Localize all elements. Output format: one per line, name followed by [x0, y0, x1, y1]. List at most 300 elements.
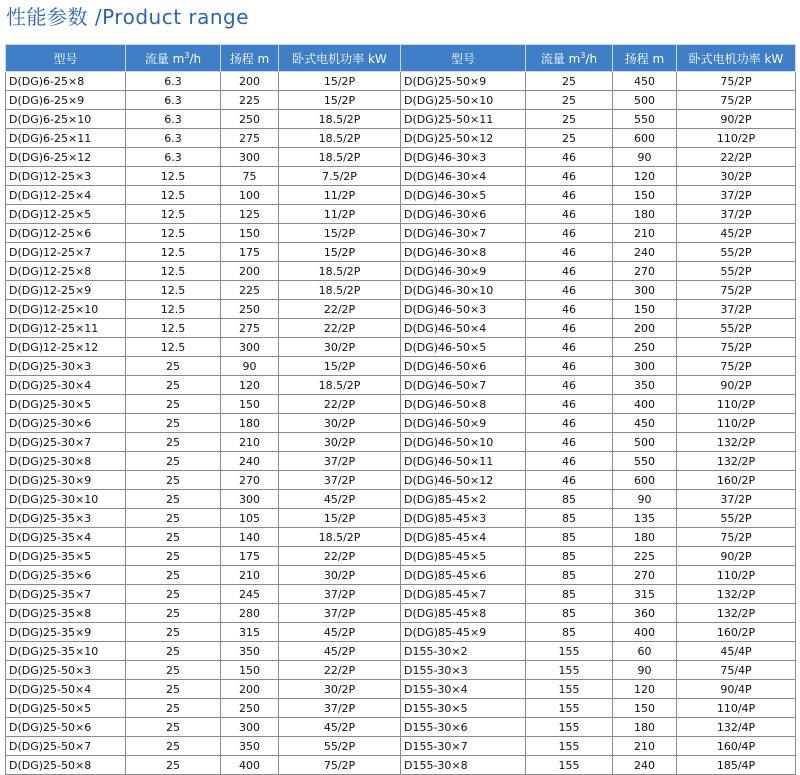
cell-power-right: 55/2P: [677, 243, 796, 262]
cell-power-right: 110/2P: [677, 566, 796, 585]
cell-power-left: 22/2P: [279, 395, 401, 414]
cell-model-left: D(DG)12-25×3: [6, 167, 126, 186]
cell-power-right: 90/2P: [677, 547, 796, 566]
table-row: [6, 148, 796, 167]
table-row: [6, 91, 796, 110]
cell-flow-left: 25: [126, 585, 221, 604]
cell-flow-right: 25: [526, 110, 613, 129]
cell-head-left: 350: [221, 642, 279, 661]
cell-head-right: 500: [613, 433, 677, 452]
cell-model-right: D155-30×5: [401, 699, 526, 718]
cell-head-left: 270: [221, 471, 279, 490]
table-row: [6, 756, 796, 775]
table-row: [6, 509, 796, 528]
cell-power-left: 11/2P: [279, 205, 401, 224]
cell-flow-right: 155: [526, 756, 613, 775]
product-range-table: [5, 44, 796, 775]
cell-head-left: 125: [221, 205, 279, 224]
cell-model-left: D(DG)25-50×6: [6, 718, 126, 737]
cell-model-right: D(DG)46-50×5: [401, 338, 526, 357]
cell-power-right: 132/2P: [677, 604, 796, 623]
cell-model-left: D(DG)6-25×10: [6, 110, 126, 129]
cell-head-left: 250: [221, 699, 279, 718]
cell-model-left: D(DG)25-35×6: [6, 566, 126, 585]
cell-head-right: 180: [613, 528, 677, 547]
cell-model-left: D(DG)12-25×12: [6, 338, 126, 357]
cell-model-right: D(DG)46-50×9: [401, 414, 526, 433]
cell-head-right: 180: [613, 718, 677, 737]
cell-flow-left: 25: [126, 566, 221, 585]
cell-head-left: 225: [221, 281, 279, 300]
cell-head-right: 120: [613, 680, 677, 699]
cell-power-left: 18.5/2P: [279, 376, 401, 395]
cell-head-right: 240: [613, 756, 677, 775]
cell-model-right: D(DG)46-30×8: [401, 243, 526, 262]
cell-head-right: 400: [613, 395, 677, 414]
cell-power-right: 110/2P: [677, 414, 796, 433]
cell-power-left: 45/2P: [279, 623, 401, 642]
cell-power-right: 110/2P: [677, 129, 796, 148]
cell-model-right: D155-30×8: [401, 756, 526, 775]
cell-head-right: 270: [613, 262, 677, 281]
cell-flow-right: 46: [526, 205, 613, 224]
table-row: [6, 186, 796, 205]
cell-flow-left: 25: [126, 604, 221, 623]
cell-flow-left: 25: [126, 490, 221, 509]
cell-flow-right: 155: [526, 661, 613, 680]
cell-flow-left: 12.5: [126, 319, 221, 338]
cell-power-left: 22/2P: [279, 547, 401, 566]
cell-flow-left: 25: [126, 528, 221, 547]
cell-flow-right: 46: [526, 338, 613, 357]
cell-head-left: 275: [221, 319, 279, 338]
cell-flow-right: 46: [526, 471, 613, 490]
cell-model-left: D(DG)25-50×4: [6, 680, 126, 699]
cell-model-right: D(DG)85-45×8: [401, 604, 526, 623]
cell-power-left: 37/2P: [279, 585, 401, 604]
cell-flow-left: 6.3: [126, 110, 221, 129]
cell-head-right: 210: [613, 224, 677, 243]
cell-flow-right: 46: [526, 452, 613, 471]
cell-power-right: 45/4P: [677, 642, 796, 661]
cell-flow-right: 85: [526, 490, 613, 509]
cell-head-right: 180: [613, 205, 677, 224]
cell-model-left: D(DG)25-35×5: [6, 547, 126, 566]
cell-model-right: D(DG)46-50×6: [401, 357, 526, 376]
cell-power-left: 18.5/2P: [279, 129, 401, 148]
cell-flow-left: 12.5: [126, 338, 221, 357]
cell-power-right: 75/4P: [677, 661, 796, 680]
cell-model-right: D(DG)25-50×10: [401, 91, 526, 110]
cell-model-left: D(DG)6-25×11: [6, 129, 126, 148]
table-row: [6, 471, 796, 490]
table-row: [6, 414, 796, 433]
cell-model-right: D(DG)46-50×4: [401, 319, 526, 338]
cell-power-left: 37/2P: [279, 471, 401, 490]
table-row: [6, 452, 796, 471]
table-row: [6, 737, 796, 756]
cell-flow-left: 12.5: [126, 224, 221, 243]
cell-head-left: 175: [221, 547, 279, 566]
cell-model-left: D(DG)25-35×9: [6, 623, 126, 642]
cell-flow-left: 12.5: [126, 262, 221, 281]
cell-head-left: 300: [221, 718, 279, 737]
table-row: [6, 566, 796, 585]
cell-power-left: 30/2P: [279, 566, 401, 585]
cell-head-right: 300: [613, 357, 677, 376]
cell-power-right: 132/2P: [677, 433, 796, 452]
table-row: [6, 642, 796, 661]
table-row: [6, 585, 796, 604]
table-row: [6, 129, 796, 148]
cell-model-left: D(DG)12-25×8: [6, 262, 126, 281]
cell-head-left: 210: [221, 566, 279, 585]
header-head-left: 扬程 m: [221, 45, 279, 72]
cell-flow-left: 6.3: [126, 72, 221, 91]
cell-head-left: 315: [221, 623, 279, 642]
cell-power-right: 55/2P: [677, 509, 796, 528]
cell-flow-right: 85: [526, 566, 613, 585]
cell-head-right: 450: [613, 414, 677, 433]
table-row: [6, 243, 796, 262]
table-row: [6, 547, 796, 566]
cell-power-right: 37/2P: [677, 186, 796, 205]
cell-flow-left: 25: [126, 699, 221, 718]
cell-power-left: 15/2P: [279, 243, 401, 262]
cell-head-left: 350: [221, 737, 279, 756]
cell-model-right: D155-30×4: [401, 680, 526, 699]
header-flow-right: [526, 45, 613, 72]
cell-model-right: D(DG)85-45×2: [401, 490, 526, 509]
cell-flow-left: 12.5: [126, 167, 221, 186]
table-row: [6, 281, 796, 300]
cell-model-right: D(DG)46-30×9: [401, 262, 526, 281]
cell-flow-left: 25: [126, 471, 221, 490]
table-row: [6, 319, 796, 338]
cell-model-right: D(DG)85-45×6: [401, 566, 526, 585]
cell-head-left: 250: [221, 110, 279, 129]
cell-flow-left: 25: [126, 737, 221, 756]
cell-model-right: D(DG)46-30×5: [401, 186, 526, 205]
cell-flow-right: 46: [526, 224, 613, 243]
cell-model-left: D(DG)25-30×7: [6, 433, 126, 452]
cell-head-right: 500: [613, 91, 677, 110]
table-row: [6, 623, 796, 642]
cell-head-right: 90: [613, 661, 677, 680]
cell-head-left: 300: [221, 490, 279, 509]
table-row: [6, 300, 796, 319]
cell-power-right: 110/2P: [677, 395, 796, 414]
cell-power-left: 22/2P: [279, 661, 401, 680]
table-row: [6, 395, 796, 414]
cell-flow-right: 85: [526, 509, 613, 528]
table-row: [6, 262, 796, 281]
cell-power-left: 30/2P: [279, 433, 401, 452]
cell-head-right: 600: [613, 471, 677, 490]
cell-head-left: 275: [221, 129, 279, 148]
cell-head-left: 140: [221, 528, 279, 547]
cell-head-left: 100: [221, 186, 279, 205]
cell-flow-right: 46: [526, 433, 613, 452]
table-row: [6, 357, 796, 376]
cell-power-left: 22/2P: [279, 319, 401, 338]
table-row: [6, 699, 796, 718]
cell-head-left: 75: [221, 167, 279, 186]
cell-model-left: D(DG)25-35×8: [6, 604, 126, 623]
cell-power-left: 18.5/2P: [279, 281, 401, 300]
cell-model-left: D(DG)12-25×5: [6, 205, 126, 224]
table-body: [6, 72, 796, 775]
cell-power-right: 75/2P: [677, 528, 796, 547]
cell-flow-left: 25: [126, 756, 221, 775]
table-row: [6, 680, 796, 699]
cell-flow-left: 25: [126, 547, 221, 566]
cell-head-left: 200: [221, 262, 279, 281]
cell-model-right: D(DG)25-50×9: [401, 72, 526, 91]
cell-power-left: 18.5/2P: [279, 262, 401, 281]
cell-model-left: D(DG)25-35×4: [6, 528, 126, 547]
cell-power-right: 30/2P: [677, 167, 796, 186]
flow-label: 流量 m: [540, 51, 581, 66]
cell-model-right: D(DG)46-30×6: [401, 205, 526, 224]
cell-power-left: 30/2P: [279, 680, 401, 699]
cell-head-right: 450: [613, 72, 677, 91]
cell-flow-left: 6.3: [126, 148, 221, 167]
cell-head-right: 360: [613, 604, 677, 623]
cell-head-right: 270: [613, 566, 677, 585]
cell-power-left: 75/2P: [279, 756, 401, 775]
cell-head-left: 120: [221, 376, 279, 395]
cell-model-left: D(DG)25-35×7: [6, 585, 126, 604]
cell-flow-left: 25: [126, 452, 221, 471]
header-model-right: 型号: [401, 45, 526, 72]
cell-flow-left: 25: [126, 395, 221, 414]
cell-model-left: D(DG)25-30×5: [6, 395, 126, 414]
cell-model-right: D(DG)85-45×9: [401, 623, 526, 642]
cell-power-left: 30/2P: [279, 338, 401, 357]
table-row: [6, 224, 796, 243]
cell-power-left: 18.5/2P: [279, 148, 401, 167]
cell-head-left: 280: [221, 604, 279, 623]
cell-power-right: 90/2P: [677, 110, 796, 129]
cell-power-left: 15/2P: [279, 357, 401, 376]
cell-flow-left: 12.5: [126, 300, 221, 319]
cell-flow-right: 85: [526, 528, 613, 547]
cell-model-right: D(DG)46-50×12: [401, 471, 526, 490]
cell-power-right: 37/2P: [677, 490, 796, 509]
flow-superscript: 3: [184, 50, 190, 60]
cell-head-right: 150: [613, 186, 677, 205]
cell-power-left: 45/2P: [279, 642, 401, 661]
cell-model-right: D(DG)85-45×7: [401, 585, 526, 604]
cell-flow-left: 6.3: [126, 129, 221, 148]
cell-power-left: 37/2P: [279, 604, 401, 623]
cell-head-right: 200: [613, 319, 677, 338]
cell-power-right: 90/2P: [677, 376, 796, 395]
cell-flow-right: 25: [526, 129, 613, 148]
cell-model-right: D(DG)46-50×11: [401, 452, 526, 471]
cell-head-left: 400: [221, 756, 279, 775]
cell-flow-right: 46: [526, 414, 613, 433]
table-row: [6, 110, 796, 129]
cell-model-right: D(DG)25-50×11: [401, 110, 526, 129]
cell-power-right: 185/4P: [677, 756, 796, 775]
cell-head-left: 245: [221, 585, 279, 604]
cell-model-right: D(DG)46-50×10: [401, 433, 526, 452]
cell-power-right: 75/2P: [677, 91, 796, 110]
cell-power-left: 45/2P: [279, 718, 401, 737]
cell-head-right: 210: [613, 737, 677, 756]
cell-flow-right: 46: [526, 262, 613, 281]
cell-power-right: 75/2P: [677, 281, 796, 300]
cell-head-right: 550: [613, 110, 677, 129]
cell-power-left: 15/2P: [279, 509, 401, 528]
cell-power-left: 7.5/2P: [279, 167, 401, 186]
cell-head-right: 250: [613, 338, 677, 357]
cell-model-left: D(DG)25-30×10: [6, 490, 126, 509]
cell-flow-right: 85: [526, 547, 613, 566]
cell-flow-right: 46: [526, 281, 613, 300]
cell-power-right: 160/2P: [677, 471, 796, 490]
table-header: [6, 45, 796, 72]
cell-power-left: 45/2P: [279, 490, 401, 509]
cell-flow-right: 85: [526, 585, 613, 604]
cell-head-right: 315: [613, 585, 677, 604]
cell-flow-left: 25: [126, 433, 221, 452]
cell-model-left: D(DG)12-25×7: [6, 243, 126, 262]
header-head-right: 扬程 m: [613, 45, 677, 72]
cell-flow-left: 25: [126, 642, 221, 661]
flow-unit: /h: [189, 51, 202, 66]
cell-power-right: 55/2P: [677, 262, 796, 281]
table-row: [6, 718, 796, 737]
cell-flow-left: 25: [126, 357, 221, 376]
cell-flow-right: 155: [526, 737, 613, 756]
cell-flow-right: 85: [526, 623, 613, 642]
cell-head-right: 400: [613, 623, 677, 642]
cell-flow-left: 25: [126, 414, 221, 433]
cell-flow-left: 12.5: [126, 186, 221, 205]
cell-model-left: D(DG)6-25×9: [6, 91, 126, 110]
cell-power-left: 11/2P: [279, 186, 401, 205]
cell-head-left: 150: [221, 224, 279, 243]
cell-model-left: D(DG)25-50×7: [6, 737, 126, 756]
cell-model-right: D(DG)85-45×3: [401, 509, 526, 528]
cell-model-right: D(DG)85-45×5: [401, 547, 526, 566]
table-row: [6, 490, 796, 509]
cell-model-left: D(DG)25-30×9: [6, 471, 126, 490]
cell-head-right: 90: [613, 490, 677, 509]
table-row: [6, 376, 796, 395]
cell-flow-left: 6.3: [126, 91, 221, 110]
header-power-right: 卧式电机功率 kW: [677, 45, 796, 72]
table-row: [6, 661, 796, 680]
cell-head-left: 90: [221, 357, 279, 376]
cell-power-right: 132/2P: [677, 452, 796, 471]
cell-power-right: 110/4P: [677, 699, 796, 718]
cell-flow-left: 25: [126, 718, 221, 737]
table-row: [6, 72, 796, 91]
cell-head-right: 225: [613, 547, 677, 566]
table-row: [6, 167, 796, 186]
cell-power-right: 75/2P: [677, 357, 796, 376]
flow-label: 流量 m: [144, 51, 185, 66]
cell-head-left: 105: [221, 509, 279, 528]
header-flow-left: [126, 45, 221, 72]
cell-flow-left: 25: [126, 509, 221, 528]
cell-power-right: 22/2P: [677, 148, 796, 167]
cell-flow-right: 46: [526, 357, 613, 376]
header-power-left: 卧式电机功率 kW: [279, 45, 401, 72]
cell-model-left: D(DG)25-50×3: [6, 661, 126, 680]
cell-model-right: D155-30×7: [401, 737, 526, 756]
cell-model-left: D(DG)12-25×4: [6, 186, 126, 205]
cell-flow-left: 12.5: [126, 205, 221, 224]
cell-flow-left: 12.5: [126, 281, 221, 300]
cell-model-right: D(DG)85-45×4: [401, 528, 526, 547]
cell-model-left: D(DG)12-25×11: [6, 319, 126, 338]
cell-head-right: 150: [613, 300, 677, 319]
table-row: [6, 604, 796, 623]
cell-head-right: 120: [613, 167, 677, 186]
cell-head-left: 225: [221, 91, 279, 110]
cell-flow-right: 46: [526, 395, 613, 414]
cell-model-left: D(DG)12-25×9: [6, 281, 126, 300]
cell-model-right: D(DG)46-30×10: [401, 281, 526, 300]
table-row: [6, 528, 796, 547]
cell-flow-left: 25: [126, 680, 221, 699]
cell-power-left: 15/2P: [279, 91, 401, 110]
cell-head-left: 240: [221, 452, 279, 471]
cell-head-left: 210: [221, 433, 279, 452]
cell-power-left: 30/2P: [279, 414, 401, 433]
cell-head-left: 250: [221, 300, 279, 319]
cell-flow-right: 25: [526, 91, 613, 110]
cell-flow-right: 46: [526, 243, 613, 262]
cell-power-right: 90/4P: [677, 680, 796, 699]
cell-power-left: 15/2P: [279, 224, 401, 243]
cell-model-left: D(DG)25-30×8: [6, 452, 126, 471]
cell-flow-right: 155: [526, 680, 613, 699]
cell-flow-left: 12.5: [126, 243, 221, 262]
cell-head-right: 300: [613, 281, 677, 300]
cell-model-right: D155-30×3: [401, 661, 526, 680]
cell-power-left: 18.5/2P: [279, 110, 401, 129]
cell-head-left: 200: [221, 72, 279, 91]
cell-power-right: 45/2P: [677, 224, 796, 243]
cell-model-left: D(DG)25-30×6: [6, 414, 126, 433]
cell-head-right: 150: [613, 699, 677, 718]
cell-model-right: D(DG)46-50×3: [401, 300, 526, 319]
cell-model-right: D(DG)46-50×7: [401, 376, 526, 395]
cell-model-left: D(DG)25-35×10: [6, 642, 126, 661]
cell-flow-right: 155: [526, 699, 613, 718]
cell-head-right: 135: [613, 509, 677, 528]
cell-flow-right: 46: [526, 376, 613, 395]
cell-head-right: 600: [613, 129, 677, 148]
cell-head-left: 300: [221, 148, 279, 167]
cell-power-left: 15/2P: [279, 72, 401, 91]
cell-head-right: 90: [613, 148, 677, 167]
cell-model-left: D(DG)25-50×5: [6, 699, 126, 718]
cell-power-left: 37/2P: [279, 699, 401, 718]
cell-power-right: 75/2P: [677, 72, 796, 91]
cell-model-left: D(DG)25-30×3: [6, 357, 126, 376]
cell-model-right: D(DG)25-50×12: [401, 129, 526, 148]
cell-flow-left: 25: [126, 661, 221, 680]
cell-model-right: D(DG)46-50×8: [401, 395, 526, 414]
cell-model-left: D(DG)25-35×3: [6, 509, 126, 528]
